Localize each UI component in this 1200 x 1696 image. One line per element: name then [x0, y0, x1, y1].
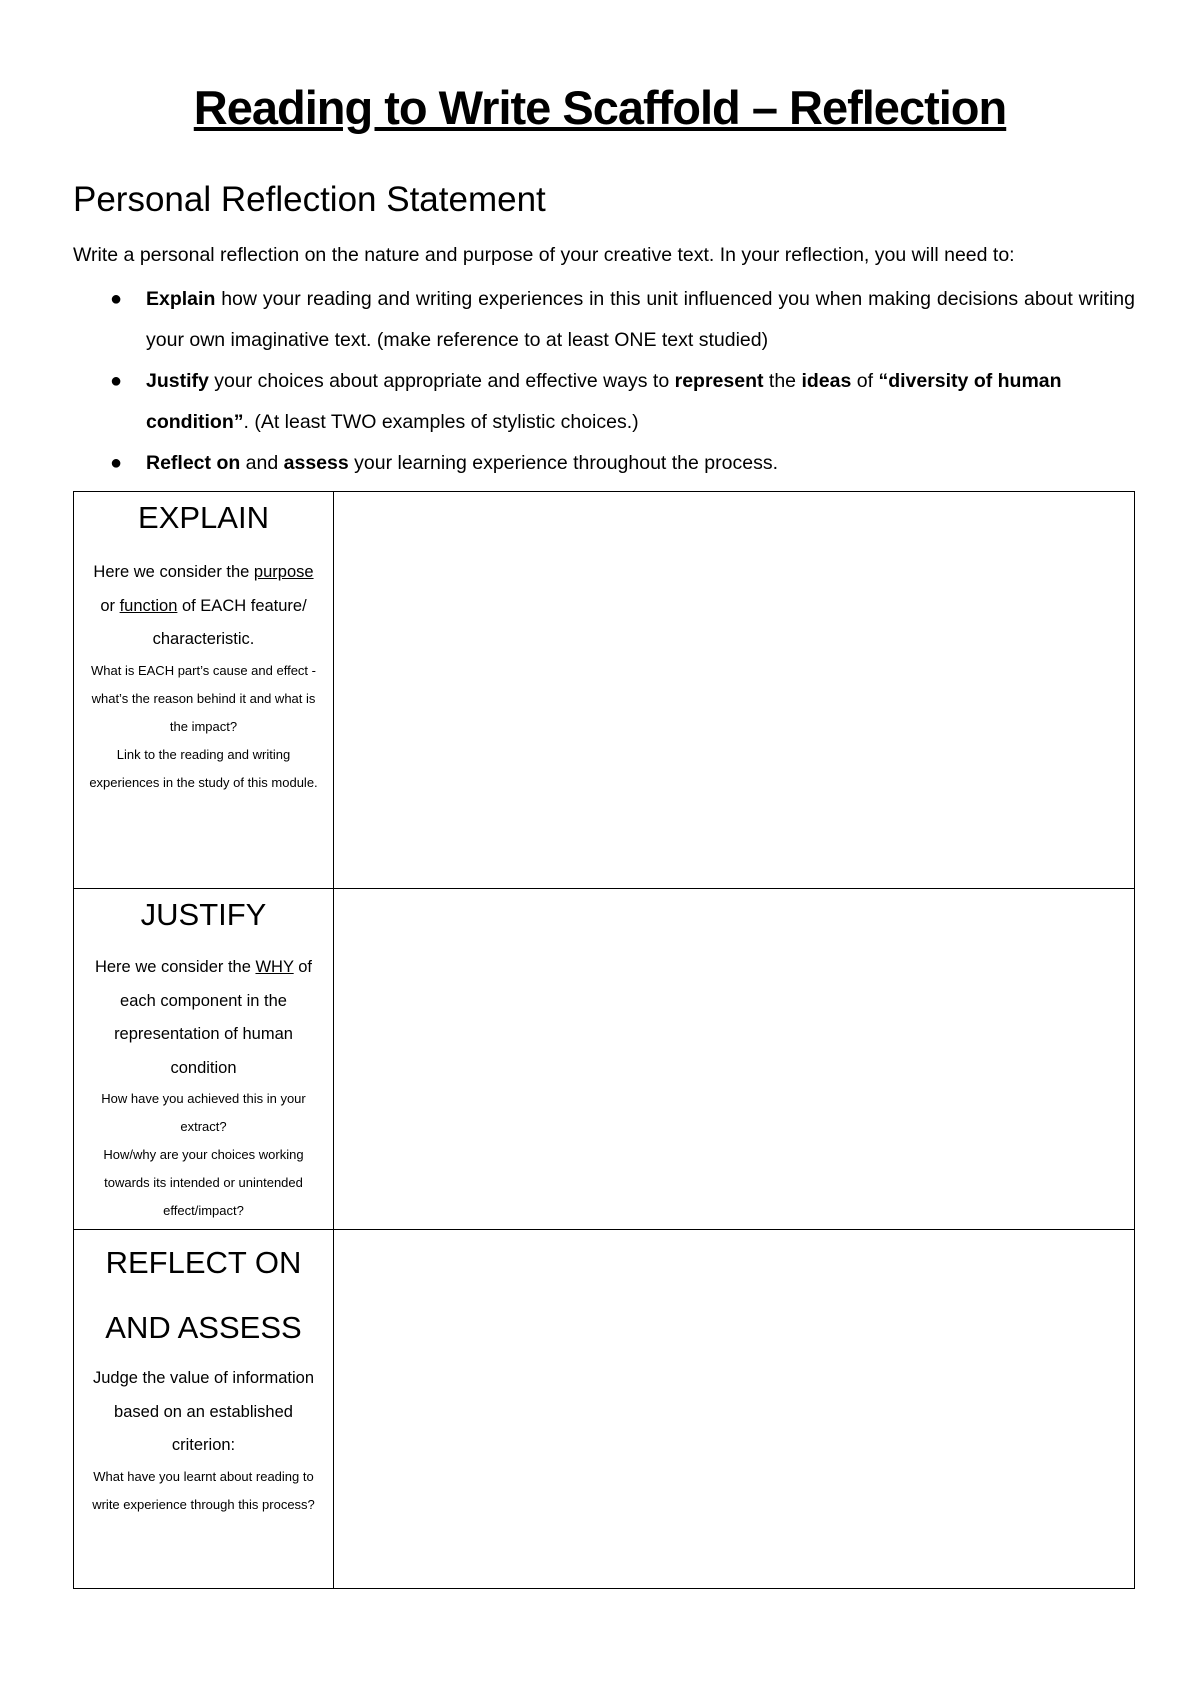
row-guiding-question: What is EACH part’s cause and effect - what’s the reason behind it and what is the impact? [91, 662, 316, 734]
row-heading-assess: AND ASSESS [105, 1310, 302, 1345]
row-description: Here we consider the WHY of each component in the representation of human condition [94, 958, 313, 1077]
reflection-table [73, 491, 1135, 1589]
row-description: Here we consider the purpose or function of EACH feature/ characteristic. [93, 563, 314, 648]
response-cell-explain[interactable] [334, 492, 1135, 889]
response-cell-reflect[interactable] [334, 1230, 1135, 1589]
prompt-cell-explain [74, 492, 334, 889]
keyword-ideas: ideas [801, 370, 852, 392]
keyword-diversity: “diversity of human condition” [146, 370, 1062, 433]
keyword-reflect-on: Reflect on [146, 452, 241, 474]
instructions-list [73, 279, 1135, 484]
bullet-text: the [763, 370, 802, 392]
list-item-justify [73, 361, 1135, 443]
table-row-explain [74, 492, 1135, 889]
page-title: Reading to Write Scaffold – Reflection [193, 81, 1007, 134]
prompt-cell-reflect [74, 1230, 334, 1589]
keyword-represent: represent [674, 370, 764, 392]
bullet-icon: ● [110, 370, 123, 392]
list-item-reflect [73, 443, 1135, 484]
bullet-text: and [240, 452, 284, 474]
row-heading-explain: EXPLAIN [138, 500, 269, 535]
bullet-text: your choices about appropriate and effective ways to [208, 370, 675, 392]
row-guiding-question: How/why are your choices working towards its intended or unintended effect/impact? [103, 1147, 304, 1218]
bullet-icon: ● [110, 452, 123, 474]
table-row-reflect [74, 1230, 1135, 1589]
instructions-intro: Write a personal reflection on the nature and purpose of your creative text. In your reflection, you will need to: [73, 244, 1015, 266]
response-cell-justify[interactable] [334, 889, 1135, 1230]
keyword-justify: Justify [146, 370, 209, 392]
bullet-text: your learning experience throughout the process. [348, 452, 778, 474]
row-guiding-question: How have you achieved this in your extract? [101, 1091, 306, 1134]
row-heading-justify: JUSTIFY [140, 897, 267, 932]
bullet-text: . (At least TWO examples of stylistic choices.) [243, 411, 639, 433]
bullet-text: how your reading and writing experiences in this unit influenced you when making decisions about writing your own imaginative text. (make reference to at least ONE text studied) [146, 288, 1135, 351]
row-guiding-question: Link to the reading and writing experiences in the study of this module. [89, 746, 318, 790]
row-description: Judge the value of information based on an established criterion: [92, 1369, 315, 1454]
bullet-icon: ● [110, 288, 123, 310]
row-guiding-question: What have you learnt about reading to write experience through this process? [92, 1468, 315, 1512]
list-item-explain [73, 279, 1135, 361]
keyword-assess: assess [283, 452, 349, 474]
table-row-justify [74, 889, 1135, 1230]
keyword-explain: Explain [146, 288, 216, 310]
bullet-text: of [851, 370, 879, 392]
prompt-cell-justify [74, 889, 334, 1230]
section-heading: Personal Reflection Statement [73, 180, 546, 219]
row-heading-reflect-on: REFLECT ON [105, 1245, 302, 1280]
